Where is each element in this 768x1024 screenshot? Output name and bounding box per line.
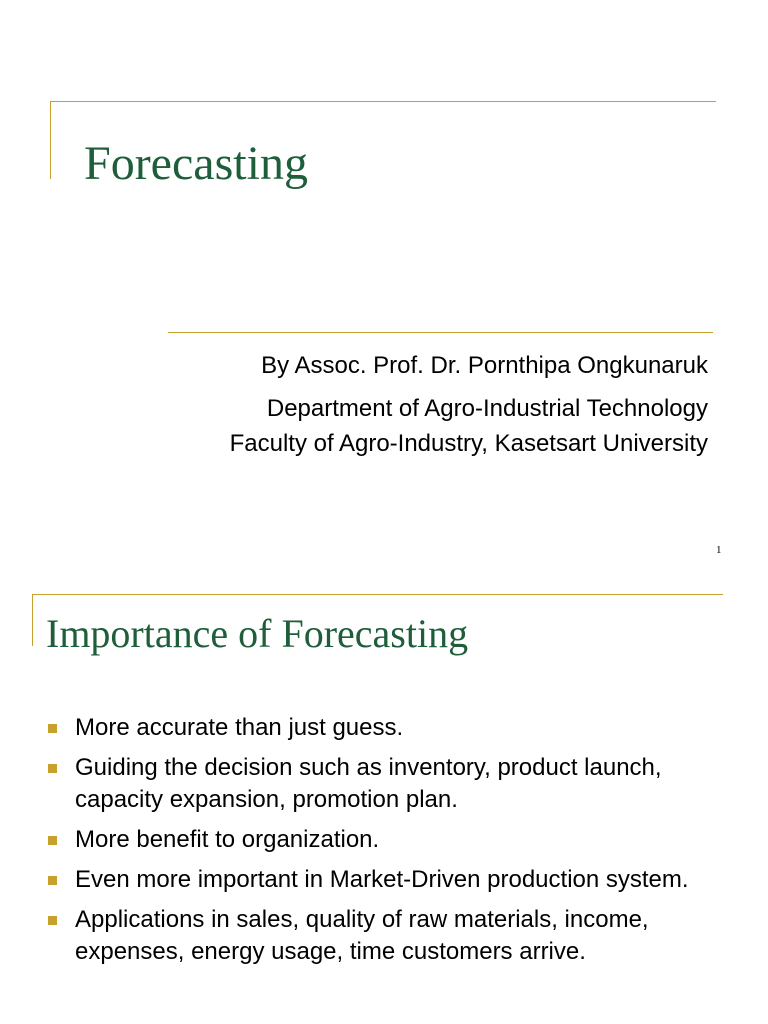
bullet-text: Guiding the decision such as inventory, product launch, capacity expansion, promotion plan.: [75, 754, 662, 813]
page-number: 1: [716, 544, 722, 556]
bullet-text: More benefit to organization.: [75, 826, 380, 853]
bullet-text: Even more important in Market-Driven production system.: [75, 866, 689, 893]
slide-title: Importance of Forecasting: [46, 611, 469, 656]
slide-title: Forecasting: [84, 137, 308, 190]
bullet-item: [48, 864, 708, 896]
bullet-text: More accurate than just guess.: [75, 714, 404, 741]
bullet-square-icon: [48, 876, 57, 885]
department-line: Department of Agro-Industrial Technology: [266, 395, 708, 422]
bullet-square-icon: [48, 836, 57, 845]
title-left-rule: [32, 594, 33, 646]
bullet-square-icon: [48, 764, 57, 773]
slide-2: [0, 570, 768, 1024]
title-top-rule: [50, 101, 716, 102]
subtitle-rule: [168, 332, 713, 333]
bullet-square-icon: [48, 724, 57, 733]
bullet-list: [48, 712, 708, 976]
author-line: By Assoc. Prof. Dr. Pornthipa Ongkunaruk: [261, 352, 708, 379]
faculty-line: Faculty of Agro-Industry, Kasetsart University: [229, 430, 708, 457]
title-top-rule: [32, 594, 723, 595]
bullet-item: [48, 712, 708, 744]
bullet-square-icon: [48, 916, 57, 925]
title-left-rule: [50, 101, 51, 179]
bullet-item: [48, 904, 708, 968]
bullet-item: [48, 752, 708, 816]
bullet-text: Applications in sales, quality of raw materials, income, expenses, energy usage, time customers arrive.: [75, 906, 649, 965]
bullet-item: [48, 824, 708, 856]
